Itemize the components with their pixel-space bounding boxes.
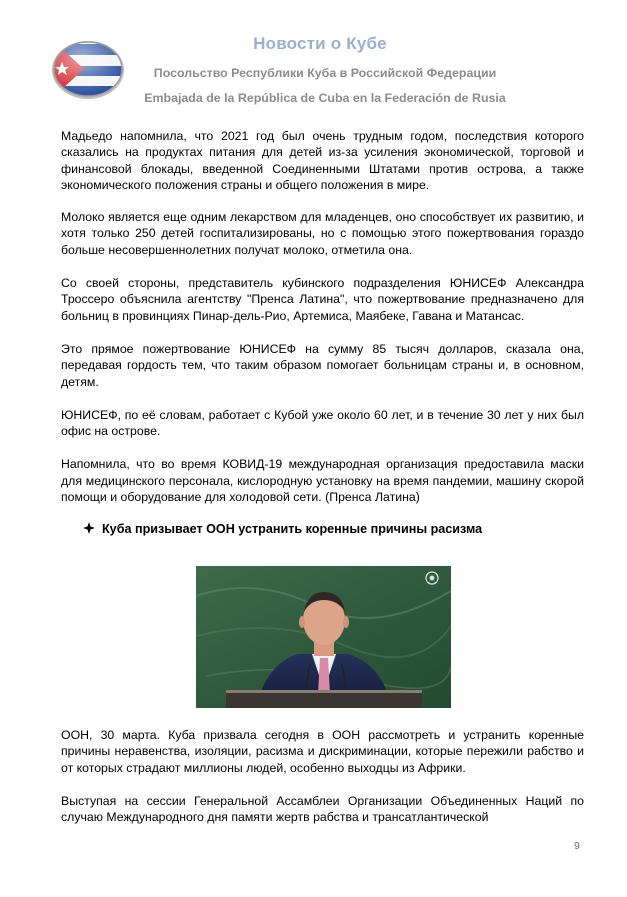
paragraph: Мадьедо напомнила, что 2021 год был очень трудным годом, последствия которого сказались на продуктах питания для детей из-за усиления экономической, торговой и финансовой блокады, введенной Соединенными Штатами против острова, а также экономического положения страны и общего положения в мире. <box>61 129 584 192</box>
paragraph: ЮНИСЕФ, по её словам, работает с Кубой уже около 60 лет, и в течение 30 лет у них был офис на острове. <box>61 407 584 439</box>
section-heading <box>82 522 482 536</box>
embassy-name-ru: Посольство Республики Куба в Российской Федерации <box>153 66 497 80</box>
paragraph: Выступая на сессии Генеральной Ассамблеи Организации Объединенных Наций по случаю Международного дня памяти жертв рабства и трансатлантической <box>61 793 584 825</box>
paragraph: Напомнила, что во время КОВИД-19 международная организация предоставила маски для медицинского персонала, кислородную установку на время пандемии, машину скорой помощи и оборудование для холодовой сети. (Пренса Латина) <box>61 457 584 505</box>
paragraph: Молоко является еще одним лекарством для младенцев, оно способствует их развитию, и хотя только 250 детей госпитализированы, но с помощью этого пожертвования гораздо больше несовершеннолетних получат молоко, отметила она. <box>61 210 584 257</box>
section-heading-text: Куба призывает ООН устранить коренные причины расизма <box>102 522 483 536</box>
paragraph: ООН, 30 марта. Куба призвала сегодня в ООН рассмотреть и устранить коренные причины неравенства, изоляции, расизма и дискриминации, которые пережили рабство и от которых страдают миллионы людей, особенно выходцы из Африки. <box>61 728 584 775</box>
page-number: 9 <box>574 840 580 852</box>
article-body-2 <box>61 727 584 842</box>
paragraph: Со своей стороны, представитель кубинского подразделения ЮНИСЕФ Александра Троссеро объяснила агентству "Пренса Латина", что пожертвование предназначено для больниц в провинциях Пинар-дель-Рио, Артемиса, Маябеке, Гавана и Матансас. <box>61 276 584 323</box>
paragraph: Это прямое пожертвование ЮНИСЕФ на сумму 85 тысяч долларов, сказала она, передавая гордость тем, что таким образом помогает больницам страны и, в основном, детям. <box>61 341 584 389</box>
article-body <box>61 128 584 522</box>
speaker-photo <box>196 566 451 708</box>
embassy-name-es: Embajada de la República de Cuba en la Federación de Rusia <box>144 91 506 105</box>
four-diamond-bullet-icon <box>82 522 96 534</box>
newsletter-title: Новости о Кубе <box>253 34 387 53</box>
